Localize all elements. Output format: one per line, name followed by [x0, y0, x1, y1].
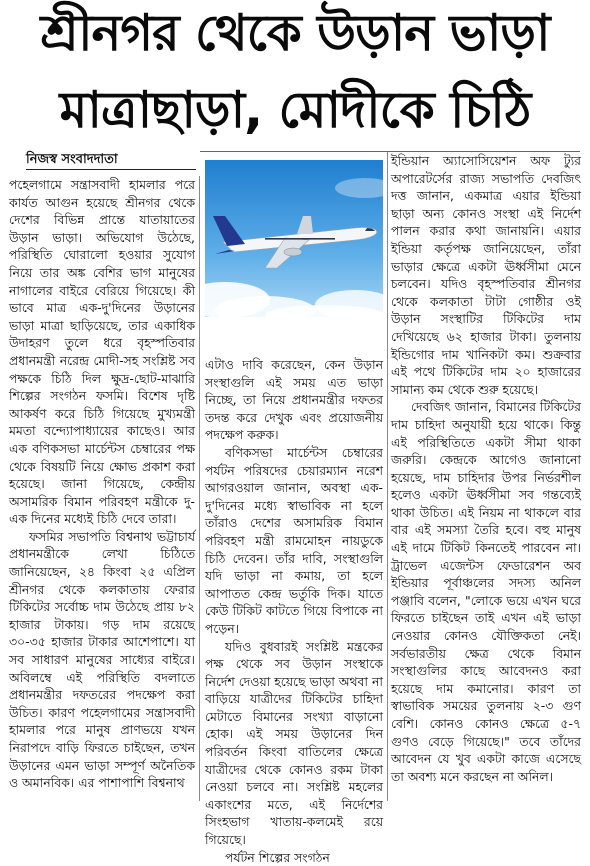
paragraph: পহেলগামে সন্ত্রাসবাদী হামলার পরে কার্যত আগুন হয়েছে শ্রীনগর থেকে দেশের বিভিন্ন প্রান্তে যাতায়াতের উড়ান ভাড়া। অভিযোগ উঠেছে, পরিস্থিতি ঘোরালো হওয়ার সুযোগ নিয়ে তার অঙ্ক বেশির ভাগ মানুষের নাগালের বাইরে বেরিয়ে গিয়েছে। কী ভাবে মাত্র এক-দু'দিনের উড়ানের ভাড়া মাত্রা ছাড়িয়েছে, তার একাধিক উদাহরণ তুলে ধরে বৃহস্পতিবার প্রধানমন্ত্রী নরেন্দ্র মোদী-সহ সংশ্লিষ্ট সব পক্ষকে চিঠি দিল ক্ষুদ্র-ছোট-মাঝারি শিল্পের সংগঠন ফসমি। বিশেষ দৃষ্টি আকর্ষণ করে চিঠি গিয়েছে মুখ্যমন্ত্রী মমতা বন্দ্যোপাধ্যায়ের কাছেও। আর এক বণিকসভা মার্চেন্টস চেম্বারের পক্ষ থেকে বিষয়টি নিয়ে ক্ষোভ প্রকাশ করা হয়েছে। জানা গিয়েছে, কেন্দ্রীয় অসামরিক বিমান পরিবহণ মন্ত্রীকে দু-এক দিনের মধ্যেই চিঠি দেবে তারা। — [9, 177, 195, 527]
byline: নিজস্ব সংবাদদাতা — [26, 152, 196, 170]
article-column-1 — [9, 176, 195, 792]
article-column-2 — [205, 356, 383, 866]
headline-line-2: মাত্রাছাড়া, মোদীকে চিঠি — [59, 81, 531, 139]
paragraph: যদিও বুধবারই সংশ্লিষ্ট মন্ত্রকের পক্ষ থেকে সব উড়ান সংস্থাকে নির্দেশ দেওয়া হয়েছে ভাড়া অথবা না বাড়িয়ে যাত্রীদের টিকিটের চাহিদা মেটাতে বিমানের সংখ্যা বাড়ানো হোক। এই সময় উড়ানের দিন পরিবর্তন কিংবা বাতিলের ক্ষেত্রে যাত্রীদের থেকে কোনও রকম টাকা নেওয়া চলবে না। সংশ্লিষ্ট মহলের একাংশের মতে, এই নির্দেশের সিংহভাগ খাতায়-কলমেই রয়ে গিয়েছে। — [205, 638, 383, 848]
paragraph: দেবজিৎ জানান, বিমানের টিকিটের দাম চাহিদা অনুযায়ী হয়ে থাকে। কিন্তু এই পরিস্থিতিতে একটা সীমা থাকা জরুরি। কেন্দ্রকে আগেও জানানো হয়েছে, দাম চাহিদার উপর নির্ভরশীল হলেও একটা ঊর্ধ্বসীমা সব গন্তব্যেই থাকা উচিত। এই নিয়ম না থাকলে বার বার এই সমস্যা তৈরি হবে। বহু মানুষ এই দামে টিকিট কিনতেই পারবেন না। ট্রাভেল এজেন্টস ফেডারেশন অব ইন্ডিয়ার পূর্বাঞ্চলের সদস্য অনিল পঞ্জাবি বলেন, "লোকে ভয়ে এখন ঘরে ফিরতে চাইছেন তাই এখন এই ভাড়া নেওয়ার কোনও যৌক্তিকতা নেই। সর্বভারতীয় ক্ষেত্র থেকে বিমান সংস্থাগুলির কাছে আবেদনও করা হয়েছে দাম কমানোর। কারণ তা স্বাভাবিক সময়ের তুলনায় ২-৩ গুণ বেশি। কোনও কোনও ক্ষেত্রে ৫-৭ গুণও বেড়ে গিয়েছে।" তবে তাঁদের আবেদন যে খুব একটা কাজে এসেছে তা অবশ্য মনে করছেন না অনিল। — [391, 399, 581, 784]
column-divider — [387, 152, 388, 801]
paragraph: ফসমির সভাপতি বিশ্বনাথ ভট্টাচার্য প্রধানমন্ত্রীকে লেখা চিঠিতে জানিয়েছেন, ২৪ কিংবা ২৫ এপ্রিল শ্রীনগর থেকে কলকাতায় ফেরার টিকিটের সর্বোচ্চ দাম উঠেছে প্রায় ৮২ হাজার টাকায়। গড় দাম রয়েছে ৩০-৩৫ হাজার টাকার আশেপাশে। যা সব সাধারণ মানুষের সাধ্যের বাইরে। অবিলম্বে এই পরিস্থিতি বদলাতে প্রধানমন্ত্রীর দফতরের পদক্ষেপ করা উচিত। কারণ পহেলগামের সন্ত্রাসবাদী হামলার পরে মানুষ প্রাণভয়ে যখন নিরাপদে বাড়ি ফিরতে চাইছেন, তখন উড়ানের এমন ভাড়া সম্পূর্ণ অনৈতিক ও অমানবিক। এর পাশাপাশি বিশ্বনাথ — [9, 528, 195, 791]
paragraph: বণিকসভা মার্চেন্টস চেম্বারের পর্যটন পরিষদের চেয়ারম্যান নরেশ আগরওয়াল জানান, অবস্থা এক-দু'দিনের মধ্যে স্বাভাবিক না হলে তাঁরাও দেশের অসামরিক বিমান পরিবহণ মন্ত্রী রামমোহন নায়ডুকে চিঠি দেবেন। তাঁর দাবি, সংস্থাগুলি যদি ভাড়া না কমায়, তা হলে আপাতত কেন্দ্র ভর্তুকি দিক। যাতে কেউ টিকিট কাটতে গিয়ে বিপাকে না পড়েন। — [205, 444, 383, 636]
paragraph: ইন্ডিয়ান অ্যাসোসিয়েশন অফ ট্যুর অপারেটর্সের রাজ্য সভাপতি দেবজিৎ দত্ত জানান, একমাত্র এয়ার ইন্ডিয়া ছাড়া অন্য কোনও সংস্থা এই নির্দেশ পালন করার কথা জানায়নি। এয়ার ইন্ডিয়া কর্তৃপক্ষ জানিয়েছেন, তাঁরা ভাড়ার ক্ষেত্রে একটা ঊর্ধ্বসীমা মেনে চলবেন। যদিও বৃহস্পতিবার শ্রীনগর থেকে কলকাতা টাটা গোষ্ঠীর ওই উড়ান সংস্থাটির টিকিটের দাম দেখিয়েছে ৬২ হাজার টাকা। তুলনায় ইন্ডিগোর দাম খানিকটা কম। শুক্রবার এই পথে টিকিটের দাম ২০ হাজারের সামান্য কম থেকে শুরু হয়েছে। — [391, 153, 581, 397]
paragraph: এটাও দাবি করেছেন, কেন উড়ান সংস্থাগুলি এই সময় এত ভাড়া নিচ্ছে, তা নিয়ে প্রধানমন্ত্রীর দফতর তদন্ত করে দেখুক এবং প্রয়োজনীয় পদক্ষেপ করুক। — [205, 357, 383, 443]
article-column-3 — [391, 152, 581, 785]
airplane-photo — [205, 160, 383, 317]
airplane-icon — [205, 160, 383, 317]
paragraph: পর্যটন শিল্পের সংগঠন — [225, 849, 330, 865]
column-divider — [199, 176, 200, 801]
headline-line-1: শ্রীনগর থেকে উড়ান ভাড়া — [40, 4, 550, 62]
